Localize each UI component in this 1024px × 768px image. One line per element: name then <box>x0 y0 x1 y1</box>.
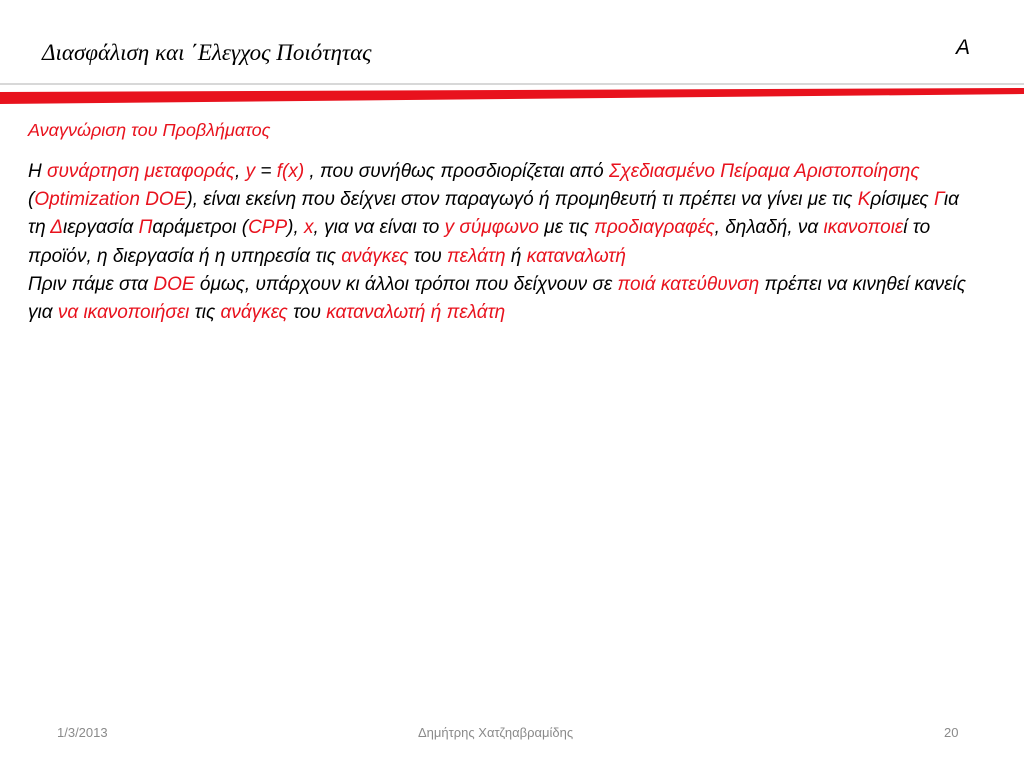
section-heading: Αναγνώριση του Προβλήματος <box>28 120 271 140</box>
slide-header-letter: A <box>956 36 971 59</box>
footer-date: 1/3/2013 <box>57 725 108 740</box>
text-run: αράμετροι ( <box>152 217 249 239</box>
footer-page-number: 20 <box>944 725 959 740</box>
slide-header-title: Διασφάλιση και ΄Ελεγχος Ποιότητας <box>42 40 372 65</box>
symbol-x: x <box>304 217 314 239</box>
text-run: όμως, υπάρχουν κι άλλοι τρόποι που δείχνουν σε <box>194 273 618 295</box>
footer-author: Δημήτρης Χατζηαβραμίδης <box>418 725 574 740</box>
term-consumer: καταναλωτή <box>526 245 626 267</box>
term-transfer-function: συνάρτηση μεταφοράς <box>47 161 235 182</box>
text-run: , που συνήθως προσδιορίζεται από <box>304 161 609 182</box>
letter-p: Π <box>138 217 153 239</box>
term-needs: ανάγκες <box>341 245 409 267</box>
header-divider <box>0 0 1024 110</box>
text-run: ή <box>505 245 527 267</box>
symbol-fx: f(x) <box>276 161 305 182</box>
text-run: , δηλαδή, να <box>714 217 824 239</box>
text-run: τις <box>189 302 221 324</box>
paragraph-transfer-function <box>28 158 978 271</box>
term-optimization-doe: Optimization DOE <box>34 189 187 211</box>
text-run: ί το προϊόν, η διεργασία ή η υπηρεσία τις <box>28 217 931 267</box>
term-consumer-or-customer: καταναλωτή ή πελάτη <box>326 302 506 324</box>
red-divider-line <box>0 88 1024 104</box>
term-satisfy: ικανοποιε <box>823 217 904 239</box>
letter-g: Γ <box>933 189 944 211</box>
symbol-y: y <box>444 217 455 239</box>
text-run: , για να είναι το <box>313 217 445 239</box>
slide-body <box>28 158 978 327</box>
symbol-y: y <box>245 161 256 182</box>
letter-d: Δ <box>50 217 63 239</box>
text-run: του <box>287 302 327 324</box>
term-compliant: σύμφωνο <box>459 217 539 239</box>
term-which-direction: ποιά κατεύθυνση <box>617 273 760 295</box>
text-run: Η <box>28 161 47 182</box>
text-run: πρέπει να κινηθεί κανείς για <box>28 273 966 324</box>
term-cpp: CPP <box>248 217 288 239</box>
term-doe: DOE <box>153 273 195 295</box>
text-run: του <box>408 245 447 267</box>
text-run: = <box>255 161 277 182</box>
text-run: ), είναι εκείνη που δείχνει στον παραγωγό ή προμηθευτή τι πρέπει να γίνει με τις <box>186 189 858 211</box>
term-needs: ανάγκες <box>220 302 288 324</box>
term-customer: πελάτη <box>446 245 506 267</box>
text-run: με τις <box>539 217 595 239</box>
text-run: ια τη <box>28 189 959 239</box>
text-run: Πριν πάμε στα <box>28 273 154 295</box>
text-run: ρίσιμες <box>870 189 934 211</box>
text-run: ιεργασία <box>62 217 139 239</box>
term-designed-experiment: Σχεδιασμένο Πείραμα Αριστοποίησης <box>608 161 920 182</box>
letter-k: Κ <box>857 189 871 211</box>
paragraph-other-methods <box>28 271 978 327</box>
text-run: ), <box>287 217 305 239</box>
text-run: , <box>235 161 246 182</box>
term-specifications: προδιαγραφές <box>594 217 715 239</box>
term-to-satisfy: να ικανοποιήσει <box>57 302 190 324</box>
text-run: ( <box>28 189 35 211</box>
